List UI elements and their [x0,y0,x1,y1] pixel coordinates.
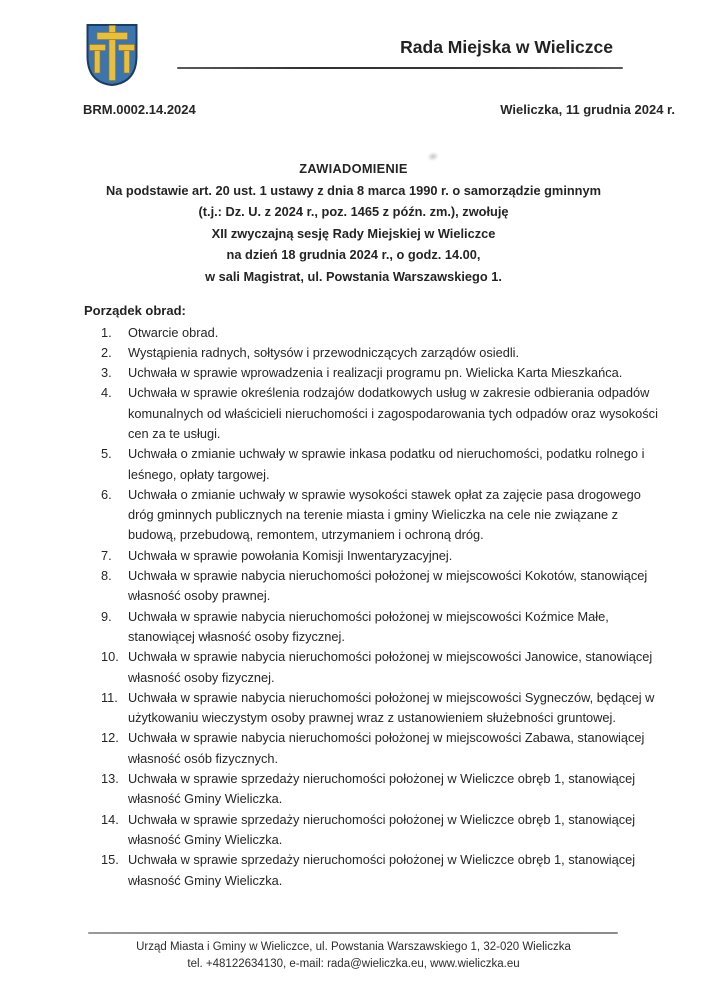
place-and-date: Wieliczka, 11 grudnia 2024 r. [500,102,675,117]
footer-divider [88,932,618,934]
agenda-heading: Porządek obrad: [84,303,186,318]
agenda-item: Uchwała w sprawie powołania Komisji Inwentaryzacyjnej. [128,547,453,563]
footer-contact: tel. +48122634130, e-mail: rada@wieliczka.eu, www.wieliczka.eu [187,958,520,970]
agenda-item: Uchwała w sprawie nabycia nieruchomości położonej w miejscowości Zabawa, stanowiącej własność osób fizycznych. [128,730,645,766]
agenda-list [84,323,659,891]
agenda-item: Uchwała w sprawie nabycia nieruchomości położonej w miejscowości Kokotów, stanowiącej własność osoby prawnej. [128,568,648,604]
notice-line: Na podstawie art. 20 ust. 1 ustawy z dnia 8 marca 1990 r. o samorządzie gminnym [106,182,601,198]
notice-line: (t.j.: Dz. U. z 2024 r., poz. 1465 z późn. zm.), zwołuję [198,204,509,220]
agenda-item: Uchwała o zmianie uchwały w sprawie wysokości stawek opłat za zajęcie pasa drogowego dróg gminnych publicznych na terenie miasta i gminy Wieliczka na cele nie związane z budową, przebudową, remontem, utrzymaniem i ochroną dróg. [128,486,641,543]
agenda-section [84,303,662,891]
agenda-item: Uchwała w sprawie sprzedaży nieruchomości położonej w Wieliczce obręb 1, stanowiącej własność Gminy Wieliczka. [128,852,636,888]
notice-title: ZAWIADOMIENIE [299,161,408,176]
agenda-item: Uchwała w sprawie określenia rodzajów dodatkowych usług w zakresie odbierania odpadów komunalnych od właścicieli nieruchomości i zagospodarowania tych odpadów oraz wysokości cen za te usługi. [128,385,658,441]
agenda-item: Wystąpienia radnych, sołtysów i przewodniczących zarządów osiedli. [128,344,520,360]
agenda-item: Uchwała o zmianie uchwały w sprawie inkasa podatku od nieruchomości, podatku rolnego i leśnego, opłaty targowej. [128,446,645,482]
agenda-item: Uchwała w sprawie nabycia nieruchomości położonej w miejscowości Koźmice Małe, stanowiącej własność osoby fizycznej. [128,608,609,644]
agenda-item: Uchwała w sprawie wprowadzenia i realizacji programu pn. Wielicka Karta Mieszkańca. [128,365,623,381]
footer-address: Urząd Miasta i Gminy w Wieliczce, ul. Powstania Warszawskiego 1, 32-020 Wieliczka [136,941,571,953]
agenda-item: Uchwała w sprawie nabycia nieruchomości położonej w miejscowości Janowice, stanowiącej własność osoby fizycznej. [128,649,653,685]
notice-line: w sali Magistrat, ul. Powstania Warszawskiego 1. [205,268,502,284]
organization-title: Rada Miejska w Wieliczce [400,37,613,57]
agenda-item: Uchwała w sprawie sprzedaży nieruchomości położonej w Wieliczce obręb 1, stanowiącej własność Gminy Wieliczka. [128,771,636,807]
notice-line: XII zwyczajną sesję Rady Miejskiej w Wieliczce [211,225,496,241]
notice-section [85,158,622,288]
header-divider [177,67,623,69]
wieliczka-coat-of-arms-icon [85,23,139,87]
reference-number: BRM.0002.14.2024 [83,102,196,117]
footer [0,939,707,973]
notice-body [85,180,622,288]
agenda-item: Otwarcie obrad. [128,324,219,340]
notice-line: na dzień 18 grudnia 2024 r., o godz. 14.00, [226,247,481,263]
agenda-item: Uchwała w sprawie nabycia nieruchomości położonej w miejscowości Sygneczów, będącej w użytkowaniu wieczystym osoby prawnej wraz z ustanowieniem służebności gruntowej. [128,689,655,726]
agenda-item: Uchwała w sprawie sprzedaży nieruchomości położonej w Wieliczce obręb 1, stanowiącej własność Gminy Wieliczka. [128,811,636,847]
